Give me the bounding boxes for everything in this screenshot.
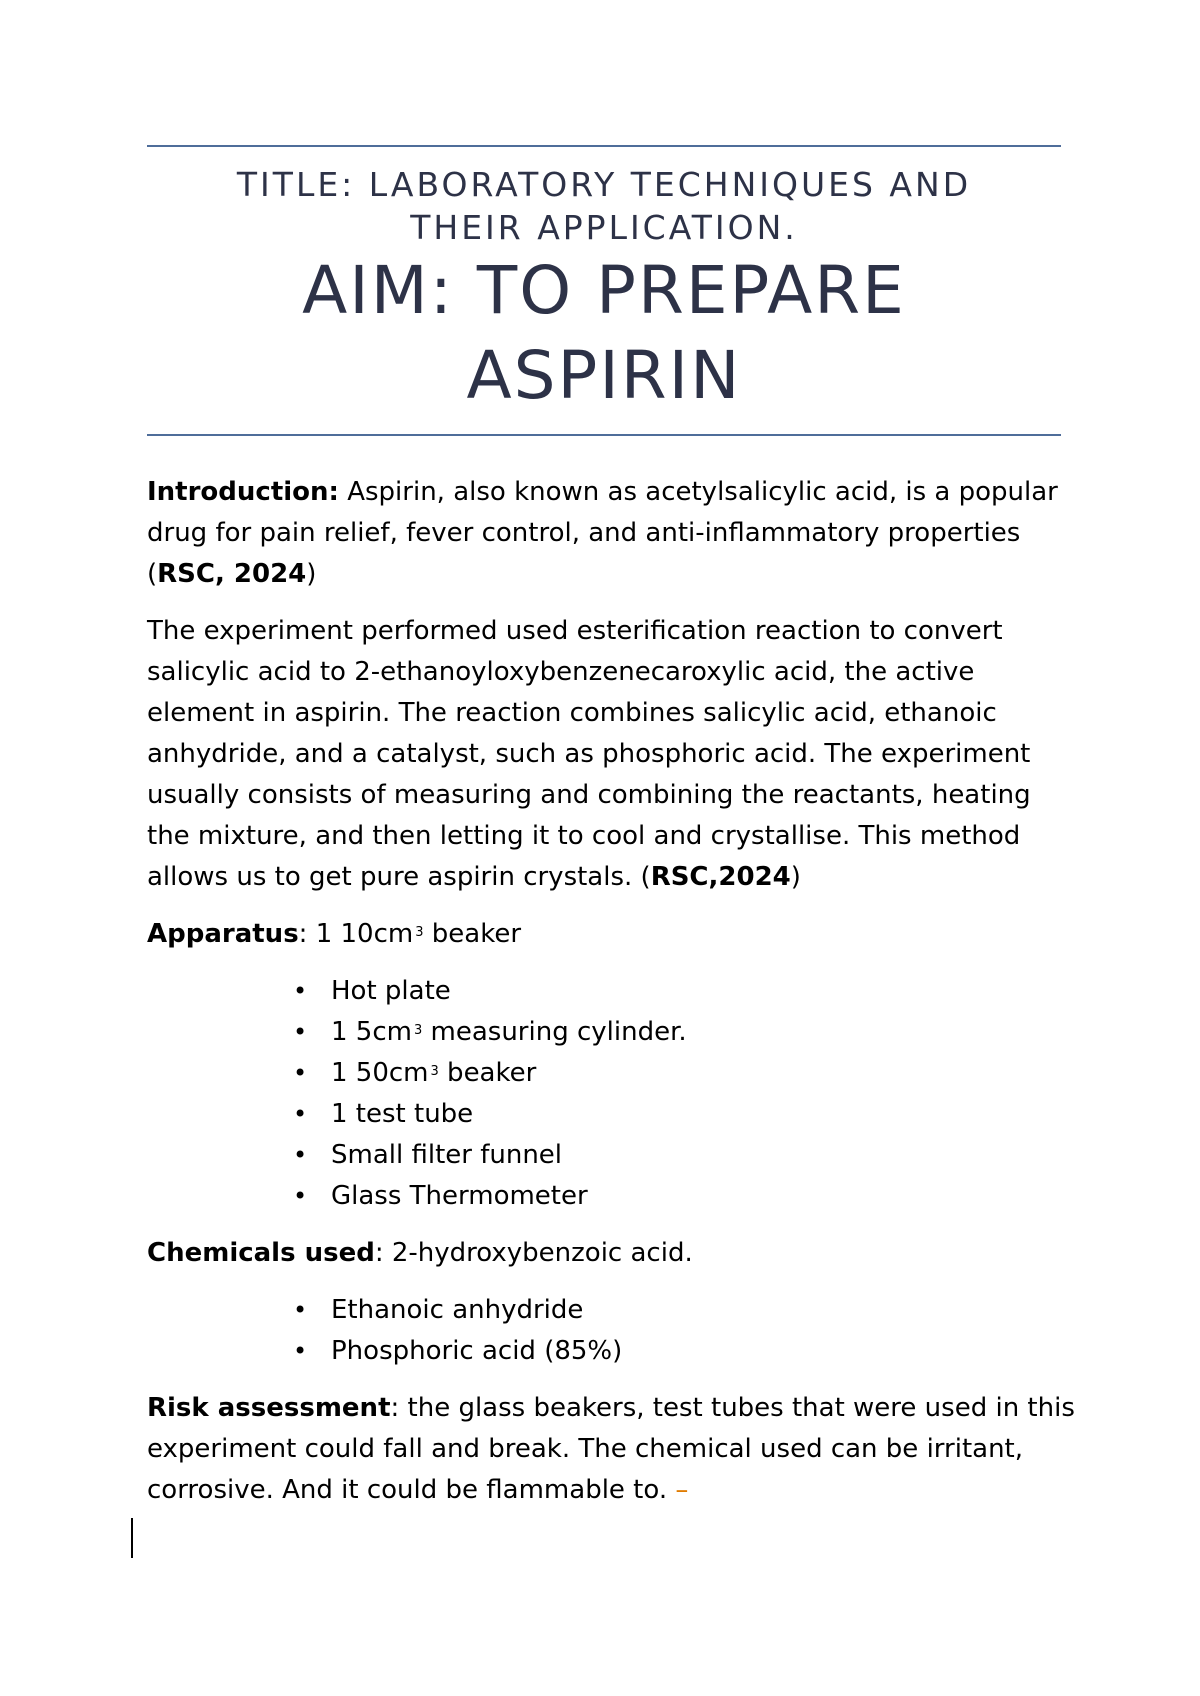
apparatus-first-item: [299, 919, 521, 949]
aim-line-1: AIM: TO PREPARE: [302, 252, 906, 329]
introduction-label: Introduction:: [147, 477, 339, 507]
apparatus-first-sup: 3: [415, 925, 424, 940]
experiment-citation-close: ): [790, 862, 801, 892]
list-item-text: 1 test tube: [331, 1099, 474, 1129]
text-cursor: [131, 1518, 133, 1558]
list-item-text: 1 50cm: [331, 1058, 429, 1088]
title-line-2: THEIR APPLICATION.: [410, 208, 798, 247]
list-item-post: measuring cylinder.: [422, 1017, 687, 1047]
title-top-rule: [147, 145, 1061, 147]
list-item: [293, 1290, 1077, 1331]
introduction-paragraph: [147, 472, 1077, 595]
aim-line-2: ASPIRIN: [466, 337, 742, 414]
introduction-citation: RSC, 2024: [157, 559, 307, 589]
list-item-text: Ethanoic anhydride: [331, 1295, 584, 1325]
bullet-icon: •: [293, 1141, 308, 1169]
list-item-sup: 3: [413, 1023, 423, 1038]
chemicals-paragraph: [147, 1233, 1077, 1274]
list-item: [293, 1176, 1077, 1217]
bullet-icon: •: [293, 1018, 308, 1046]
apparatus-paragraph: [147, 914, 1077, 955]
apparatus-first-text: : 1 10cm: [298, 919, 414, 949]
list-item: [293, 1012, 1077, 1053]
list-item: [293, 1053, 1077, 1094]
risk-dash: –: [675, 1475, 689, 1505]
chemicals-list: [147, 1290, 1077, 1372]
document-title: [147, 163, 1061, 249]
list-item-text: Small filter funnel: [331, 1140, 563, 1170]
bullet-icon: •: [293, 1100, 308, 1128]
introduction-citation-close: ): [306, 559, 317, 589]
apparatus-list: [147, 971, 1077, 1217]
introduction-text: Aspirin, also known as acetylsalicylic acid, is a popular drug for pain relief, fever control, and anti-inflammatory properties (: [147, 477, 1058, 589]
list-item-text: 1 5cm: [331, 1017, 412, 1047]
list-item: [293, 1094, 1077, 1135]
list-item: [293, 971, 1077, 1012]
list-item-sup: 3: [430, 1064, 439, 1079]
bullet-icon: •: [293, 1337, 308, 1365]
bullet-icon: •: [293, 1296, 308, 1324]
title-line-1: TITLE: LABORATORY TECHNIQUES AND: [236, 165, 972, 204]
list-item-text: Glass Thermometer: [331, 1181, 588, 1211]
list-item-text: Hot plate: [331, 976, 451, 1006]
aim-heading: [147, 248, 1061, 418]
chemicals-first-item: : 2-hydroxybenzoic acid.: [374, 1238, 693, 1268]
apparatus-label: Apparatus: [147, 919, 299, 949]
bullet-icon: •: [293, 1182, 308, 1210]
experiment-paragraph: [147, 611, 1077, 898]
document-body[interactable]: [147, 472, 1077, 1527]
apparatus-first-post: beaker: [423, 919, 522, 949]
chemicals-label: Chemicals used: [147, 1238, 375, 1268]
bullet-icon: •: [293, 1059, 308, 1087]
bullet-icon: •: [293, 977, 308, 1005]
list-item-text: Phosphoric acid (85%): [331, 1336, 623, 1366]
risk-paragraph: [147, 1388, 1077, 1511]
experiment-text: The experiment performed used esterification reaction to convert salicylic acid to 2-ethanoyloxybenzenecaroxylic acid, the active element in aspirin. The reaction combines salicylic acid, ethanoic anhydride, and a catalyst, such as phosphoric acid. The experiment usually consists of measuring and combining the reactants, heating the mixture, and then letting it to cool and crystallise. This method allows us to get pure aspirin crystals. (: [147, 616, 1031, 892]
risk-label: Risk assessment: [147, 1393, 391, 1423]
list-item: [293, 1331, 1077, 1372]
experiment-citation: RSC,2024: [650, 862, 791, 892]
list-item-post: beaker: [438, 1058, 537, 1088]
list-item: [293, 1135, 1077, 1176]
title-bottom-rule: [147, 434, 1061, 436]
risk-text: : the glass beakers, test tubes that were used in this experiment could fall and break. The chemical used can be irritant, corrosive. And it could be flammable to.: [147, 1393, 1075, 1505]
